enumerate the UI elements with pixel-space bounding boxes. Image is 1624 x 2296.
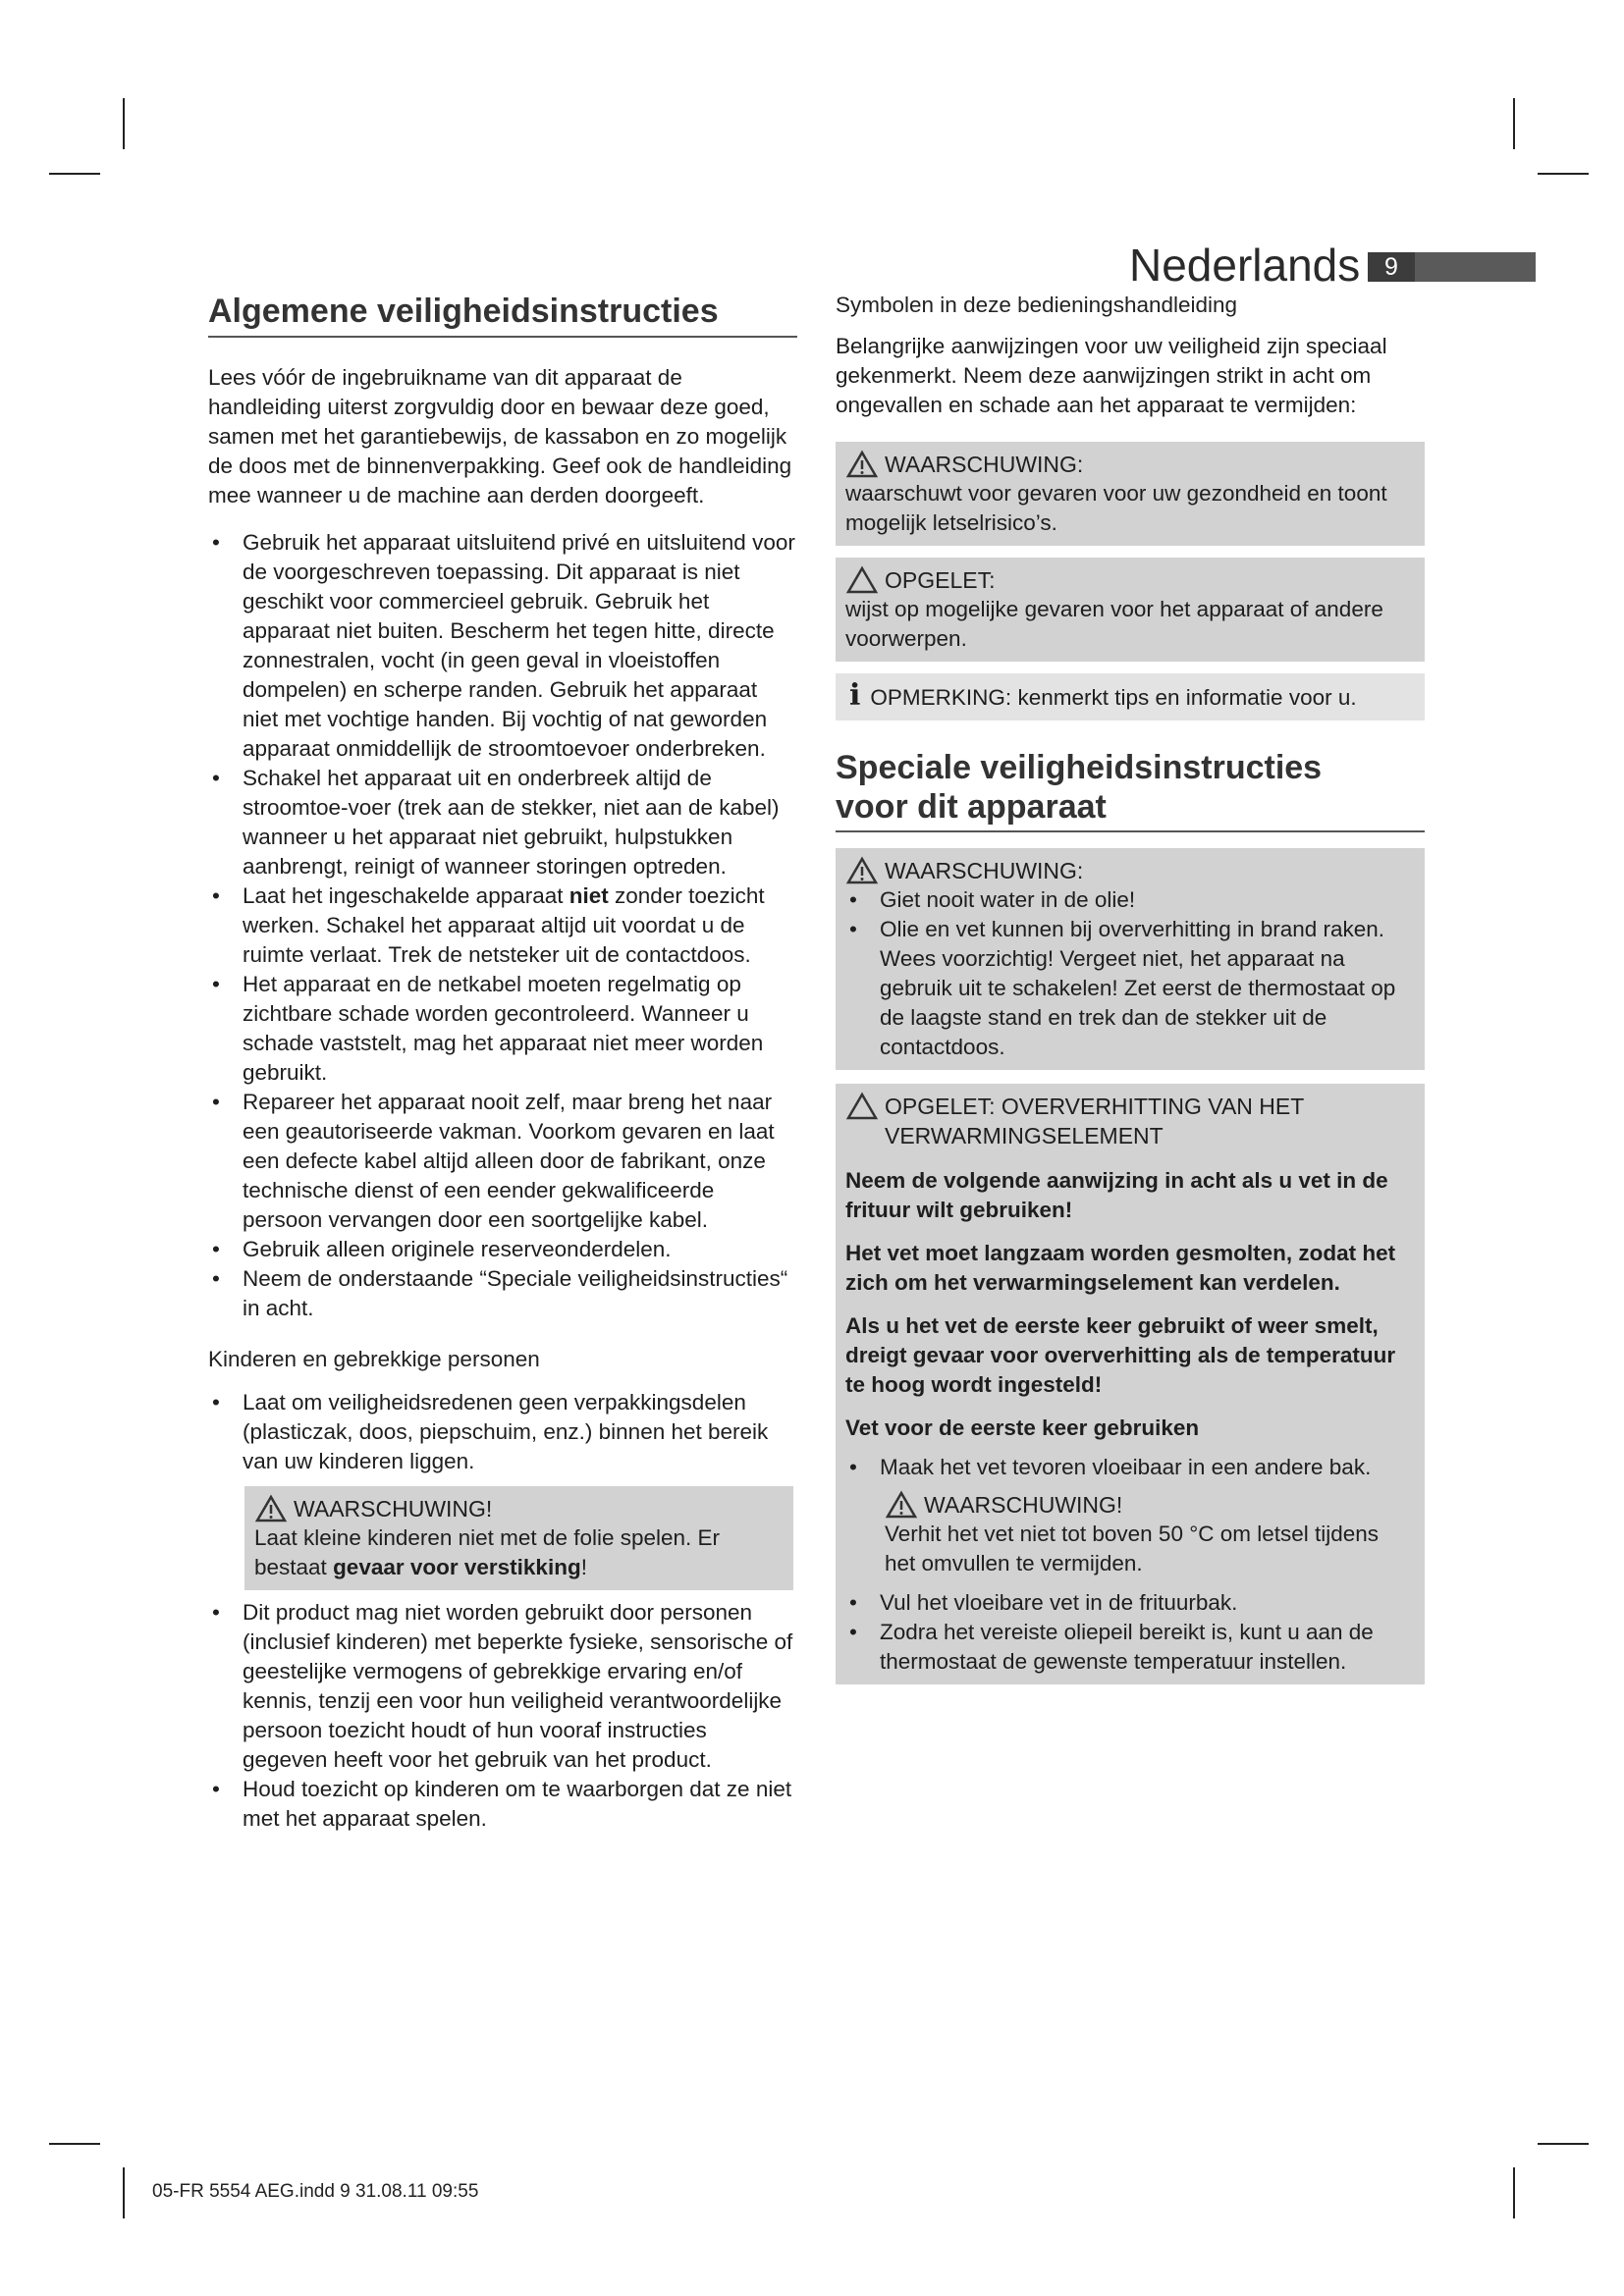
warning-icon [845, 450, 879, 479]
info-icon: i [849, 678, 861, 713]
crop-mark [49, 2143, 100, 2145]
list-item: • Houd toezicht op kinderen om te waarborgen dat ze niet met het apparaat spelen. [208, 1775, 797, 1834]
note-line [845, 678, 1415, 713]
list-item-emphasis: niet [568, 883, 609, 908]
overheat-para: Neem de volgende aanwijzing in acht als u vet in de frituur wilt gebruiken! [845, 1168, 1388, 1222]
intro-paragraph: Lees vóór de ingebruikname van dit apparaat de handleiding uiterst zorgvuldig door en bewaar deze goed, samen met het garantiebewijs, de kassabon en zo mogelijk de doos met de binnenverpakking. Geef ook de handleiding mee wanneer u de machine aan derden doorgeeft. [208, 365, 792, 507]
caution-title [845, 1092, 1415, 1150]
warning-text-part: ! [580, 1555, 587, 1579]
caution-title-text: OPGELET: OVERVERHITTING VAN HET VERWARMINGSELEMENT [885, 1094, 1304, 1148]
list-item: • Schakel het apparaat uit en onderbreek altijd de stroomtoe-voer (trek aan de stekker, niet aan de kabel) wanneer u het apparaat niet gebruikt, hulpstukken aanbrengt, reinigt of wanneer storingen optreden. [208, 764, 797, 881]
print-slug: 05-FR 5554 AEG.indd 9 31.08.11 09:55 [152, 2181, 479, 2202]
warning-title-text: WAARSCHUWING! [924, 1492, 1123, 1518]
symbol-note-box [836, 673, 1425, 721]
list-item: • Het apparaat en de netkabel moeten regelmatig op zichtbare schade worden gecontroleerd. Wanneer u schade vaststelt, mag het apparaat niet meer worden gebruikt. [208, 970, 797, 1088]
list-item: • Zodra het vereiste oliepeil bereikt is, kunt u aan de thermostaat de gewenste temperatuur instellen. [845, 1618, 1415, 1677]
overheat-para: Als u het vet de eerste keer gebruikt of weer smelt, dreigt gevaar voor oververhitting als de temperatuur te hoog wordt ingesteld! [845, 1313, 1396, 1397]
warning-text: Verhit het vet niet tot boven 50 °C om letsel tijdens het omvullen te vermijden. [885, 1522, 1380, 1575]
list-item: • Olie en vet kunnen bij oververhitting in brand raken. Wees voorzichtig! Vergeet niet, het apparaat na gebruik uit te schakelen! Zet eerst de thermostaat op de laagste stand en trek dan de stekker uit de contactdoos. [845, 915, 1415, 1062]
symbols-heading: Symbolen in deze bedieningshandleiding [836, 293, 1238, 317]
warning-list [845, 885, 1415, 1062]
list-item: • Dit product mag niet worden gebruikt door personen (inclusief kinderen) met beperkte fysieke, sensorische of geestelijke vermogens of gebrekkige ervaring en/of kennis, tenzij een voor hun veiligheid verantwoordelijke persoon toezicht houdt of hun vooraf instructies gegeven heeft voor het gebruik van het product. [208, 1598, 797, 1775]
crop-mark [1538, 173, 1589, 175]
safety-list [208, 528, 797, 1323]
list-item: • Repareer het apparaat nooit zelf, maar breng het naar een geautoriseerde vakman. Voorkom gevaren en laat een defecte kabel altijd alleen door de fabrikant, onze technische dienst of een eender gekwalificeerde persoon vervangen door een soortgelijke kabel. [208, 1088, 797, 1235]
list-item-text: zonder toezicht werken. Schakel het apparaat altijd uit voordat u de ruimte verlaat. Trek de netsteker uit de contactdoos. [243, 883, 765, 967]
warning-title [885, 1490, 1415, 1520]
kids-list [208, 1388, 797, 1476]
warning-title-text: WAARSCHUWING! [294, 1496, 493, 1522]
crop-mark [1513, 98, 1515, 149]
caution-icon [845, 565, 879, 595]
warning-text: waarschuwt voor gevaren voor uw gezondheid en toont mogelijk letselrisico’s. [845, 481, 1387, 535]
special-title [836, 748, 1425, 832]
crop-mark [49, 173, 100, 175]
right-column [836, 291, 1425, 1684]
left-column [208, 291, 797, 1834]
special-title-line: Speciale veiligheidsinstructies [836, 749, 1323, 786]
crop-mark [123, 98, 125, 149]
symbols-intro: Belangrijke aanwijzingen voor uw veiligheid zijn speciaal gekenmerkt. Neem deze aanwijzingen strikt in acht om ongevallen en schade aan het apparaat te vermijden: [836, 334, 1387, 417]
warning-title [845, 856, 1415, 885]
warning-title-text: WAARSCHUWING: [885, 452, 1084, 477]
warning-title [254, 1494, 784, 1523]
header-bar [1415, 252, 1536, 282]
warning-icon [254, 1494, 288, 1523]
warning-icon [845, 856, 879, 885]
note-text: kenmerkt tips en informatie voor u. [1017, 685, 1357, 710]
caution-title [845, 565, 1415, 595]
subsection-heading: Kinderen en gebrekkige personen [208, 1347, 540, 1371]
overheat-para: Het vet moet langzaam worden gesmolten, zodat het zich om het verwarmingselement kan verdelen. [845, 1241, 1396, 1295]
list-item: • Vul het vloeibare vet in de frituurbak. [845, 1588, 1415, 1618]
list-item [208, 881, 797, 970]
symbol-caution-box [836, 558, 1425, 662]
crop-mark [1513, 2167, 1515, 2218]
crop-mark [123, 2167, 125, 2218]
list-item: • Laat om veiligheidsredenen geen verpakkingsdelen (plasticzak, doos, piepschuim, enz.) binnen het bereik van uw kinderen liggen. [208, 1388, 797, 1476]
list-item-text: Laat het ingeschakelde apparaat [243, 883, 569, 908]
language-heading: Nederlands [1129, 240, 1361, 291]
caution-text: wijst op mogelijke gevaren voor het apparaat of andere voorwerpen. [845, 597, 1383, 651]
list-item: • Giet nooit water in de olie! [845, 885, 1415, 915]
warning-text-part: Laat kleine kinderen niet met de folie spelen. Er bestaat [254, 1525, 721, 1579]
list-item: • Gebruik het apparaat uitsluitend privé en uitsluitend voor de voorgeschreven toepassing. Dit apparaat is niet geschikt voor commercieel gebruik. Gebruik het apparaat niet buiten. Bescherm het tegen hitte, directe zonnestralen, vocht (in geen geval in vloeistoffen dompelen) en scherpe randen. Gebruik het apparaat niet met vochtige handen. Bij vochtig of nat geworden apparaat onmiddellijk de stroomtoevoer onderbreken. [208, 528, 797, 764]
warning-text [254, 1523, 784, 1582]
overheat-list-2 [845, 1588, 1415, 1677]
overheat-caution-box [836, 1084, 1425, 1684]
overheat-subheading: Vet voor de eerste keer gebruiken [845, 1415, 1200, 1440]
caution-title-text: OPGELET: [885, 567, 996, 593]
note-title: OPMERKING: [870, 685, 1012, 710]
inner-warning [845, 1490, 1415, 1578]
page-number: 9 [1368, 252, 1415, 282]
overheat-list [845, 1453, 1415, 1482]
list-item: • Maak het vet tevoren vloeibaar in een andere bak. [845, 1453, 1415, 1482]
warning-icon [885, 1490, 918, 1520]
warning-title [845, 450, 1415, 479]
warning-title-text: WAARSCHUWING: [885, 858, 1084, 883]
kids-list-2 [208, 1598, 797, 1834]
list-item: • Gebruik alleen originele reserveonderdelen. [208, 1235, 797, 1264]
special-warning-box [836, 848, 1425, 1070]
warning-emphasis: gevaar voor verstikking [333, 1555, 581, 1579]
caution-icon [845, 1092, 879, 1121]
section-title: Algemene veiligheidsinstructies [208, 291, 797, 338]
special-title-line: voor dit apparaat [836, 788, 1107, 826]
warning-box [244, 1486, 793, 1590]
symbol-warning-box [836, 442, 1425, 546]
list-item: • Neem de onderstaande “Speciale veiligheidsinstructies“ in acht. [208, 1264, 797, 1323]
crop-mark [1538, 2143, 1589, 2145]
